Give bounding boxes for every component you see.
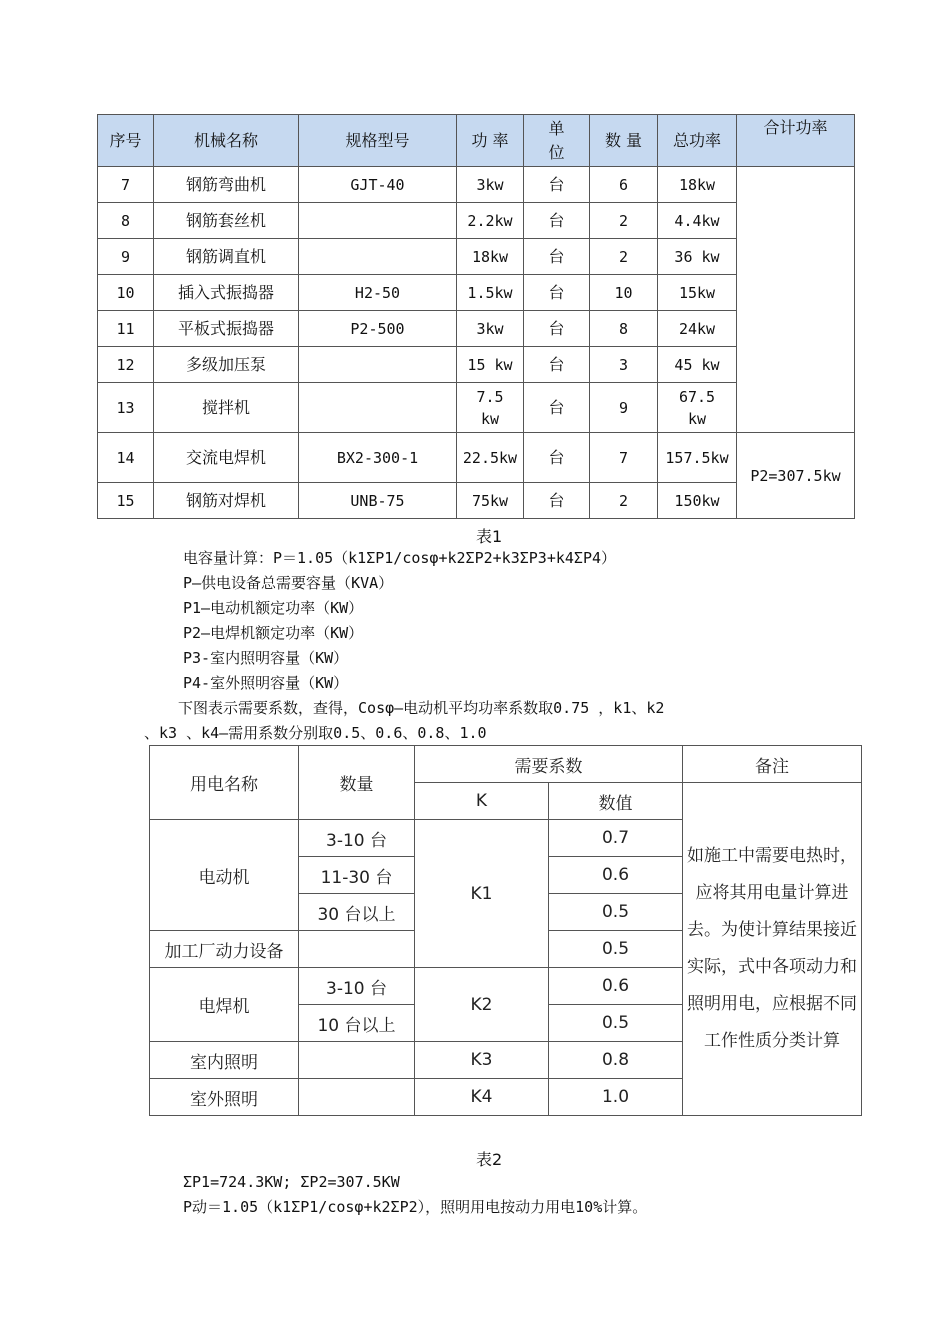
table-row <box>98 433 855 483</box>
cell-qty: 2 <box>590 239 658 275</box>
cell-value: 0.6 <box>549 857 683 894</box>
cell-power: 75kw <box>457 483 524 519</box>
cell-no: 11 <box>98 311 154 347</box>
cell-model <box>299 383 457 433</box>
cell-factory: 加工厂动力设备 <box>150 931 299 968</box>
cell-total: 150kw <box>658 483 737 519</box>
pdyn-line: P动＝1.05（k1ΣP1/cosφ+k2ΣP2），照明用电按动力用电10%计算。 <box>183 1198 648 1216</box>
cell-qty: 10 台以上 <box>299 1005 415 1042</box>
def-p2: P2—电焊机额定功率（KW） <box>183 624 364 642</box>
header-name: 机械名称 <box>154 115 299 167</box>
header-k: K <box>415 783 549 820</box>
cell-name: 平板式振捣器 <box>154 311 299 347</box>
header-value: 数值 <box>549 783 683 820</box>
cell-name: 钢筋调直机 <box>154 239 299 275</box>
cell-no: 13 <box>98 383 154 433</box>
cell-motor: 电动机 <box>150 820 299 931</box>
cell-total: 45 kw <box>658 347 737 383</box>
header-model: 规格型号 <box>299 115 457 167</box>
cell-qty-empty <box>299 931 415 968</box>
cell-unit: 台 <box>524 275 590 311</box>
cell-qty: 11-30 台 <box>299 857 415 894</box>
cell-unit: 台 <box>524 239 590 275</box>
cell-model: H2-50 <box>299 275 457 311</box>
cell-qty: 3 <box>590 347 658 383</box>
def-p4: P4-室外照明容量（KW） <box>183 674 349 692</box>
header-usage-name: 用电名称 <box>150 746 299 820</box>
cell-value: 0.6 <box>549 968 683 1005</box>
cell-unit: 台 <box>524 311 590 347</box>
cell-power: 18kw <box>457 239 524 275</box>
cell-qty: 3-10 台 <box>299 820 415 857</box>
cell-total: 157.5kw <box>658 433 737 483</box>
cell-total: 18kw <box>658 167 737 203</box>
cell-total: 24kw <box>658 311 737 347</box>
cell-qty: 6 <box>590 167 658 203</box>
cell-k2: K2 <box>415 968 549 1042</box>
header-power: 功 率 <box>457 115 524 167</box>
cell-name: 钢筋对焊机 <box>154 483 299 519</box>
equipment-table <box>97 114 855 519</box>
cell-model: P2-500 <box>299 311 457 347</box>
cell-power: 1.5kw <box>457 275 524 311</box>
header-coefficient: 需要系数 <box>415 746 683 783</box>
cell-model <box>299 347 457 383</box>
cell-k1: K1 <box>415 820 549 968</box>
cell-name: 钢筋套丝机 <box>154 203 299 239</box>
header-total: 总功率 <box>658 115 737 167</box>
cell-value: 0.5 <box>549 894 683 931</box>
formula-line: 电容量计算：P＝1.05（k1ΣP1/cosφ+k2ΣP2+k3ΣP3+k4ΣP4） <box>183 549 617 567</box>
cell-outdoor: 室外照明 <box>150 1079 299 1116</box>
def-p3: P3-室内照明容量（KW） <box>183 649 349 667</box>
cell-qty: 2 <box>590 483 658 519</box>
cell-unit: 台 <box>524 203 590 239</box>
cell-sum-empty <box>737 167 855 433</box>
cell-no: 15 <box>98 483 154 519</box>
cell-model: UNB-75 <box>299 483 457 519</box>
cell-value: 0.7 <box>549 820 683 857</box>
cell-k4: K4 <box>415 1079 549 1116</box>
desc-line-2: 、k3 、k4—需用系数分别取0.5、0.6、0.8、1.0 <box>144 724 487 742</box>
cell-power: 7.5 kw <box>457 383 524 433</box>
cell-value: 0.8 <box>549 1042 683 1079</box>
cell-unit: 台 <box>524 383 590 433</box>
def-p1: P1—电动机额定功率（KW） <box>183 599 364 617</box>
cell-power: 22.5kw <box>457 433 524 483</box>
cell-qty: 2 <box>590 203 658 239</box>
cell-value: 1.0 <box>549 1079 683 1116</box>
cell-unit: 台 <box>524 347 590 383</box>
note-cell: 如施工中需要电热时，应将其用电量计算进去。为使计算结果接近实际，式中各项动力和照明用电，应根据不同工作性质分类计算 <box>683 783 862 1116</box>
cell-qty: 9 <box>590 383 658 433</box>
cell-qty: 8 <box>590 311 658 347</box>
cell-name: 搅拌机 <box>154 383 299 433</box>
cell-model <box>299 239 457 275</box>
cell-total: 67.5 kw <box>658 383 737 433</box>
cell-unit: 台 <box>524 483 590 519</box>
cell-value: 0.5 <box>549 1005 683 1042</box>
cell-power: 15 kw <box>457 347 524 383</box>
cell-k3: K3 <box>415 1042 549 1079</box>
cell-name: 钢筋弯曲机 <box>154 167 299 203</box>
cell-model: BX2-300-1 <box>299 433 457 483</box>
cell-qty: 7 <box>590 433 658 483</box>
cell-qty: 3-10 台 <box>299 968 415 1005</box>
cell-no: 8 <box>98 203 154 239</box>
coefficient-table <box>149 745 862 1116</box>
table-row <box>98 167 855 203</box>
sum-line: ΣP1=724.3KW; ΣP2=307.5KW <box>183 1173 400 1191</box>
header-unit: 单位 <box>524 115 590 167</box>
cell-name: 多级加压泵 <box>154 347 299 383</box>
header-quantity: 数量 <box>299 746 415 820</box>
cell-total: 4.4kw <box>658 203 737 239</box>
cell-unit: 台 <box>524 167 590 203</box>
cell-qty-empty <box>299 1079 415 1116</box>
cell-total: 15kw <box>658 275 737 311</box>
header-sum: 合计功率 <box>737 115 855 167</box>
cell-model <box>299 203 457 239</box>
cell-welder: 电焊机 <box>150 968 299 1042</box>
cell-name: 交流电焊机 <box>154 433 299 483</box>
cell-sum-p2: P2=307.5kw <box>737 433 855 519</box>
cell-qty: 10 <box>590 275 658 311</box>
cell-no: 14 <box>98 433 154 483</box>
table-row <box>150 746 862 783</box>
cell-total: 36 kw <box>658 239 737 275</box>
cell-no: 10 <box>98 275 154 311</box>
cell-power: 3kw <box>457 311 524 347</box>
header-no: 序号 <box>98 115 154 167</box>
cell-indoor: 室内照明 <box>150 1042 299 1079</box>
cell-no: 7 <box>98 167 154 203</box>
cell-power: 3kw <box>457 167 524 203</box>
cell-power: 2.2kw <box>457 203 524 239</box>
cell-model: GJT-40 <box>299 167 457 203</box>
cell-no: 12 <box>98 347 154 383</box>
cell-qty-empty <box>299 1042 415 1079</box>
desc-line-1: 下图表示需要系数，查得，Cosφ—电动机平均功率系数取0.75 ，k1、k2 <box>178 699 665 717</box>
def-p: P—供电设备总需要容量（KVA） <box>183 574 394 592</box>
cell-qty: 30 台以上 <box>299 894 415 931</box>
cell-no: 9 <box>98 239 154 275</box>
table-header-row <box>98 115 855 167</box>
header-note: 备注 <box>683 746 862 783</box>
cell-value: 0.5 <box>549 931 683 968</box>
cell-name: 插入式振捣器 <box>154 275 299 311</box>
cell-unit: 台 <box>524 433 590 483</box>
header-qty: 数 量 <box>590 115 658 167</box>
table2-caption: 表2 <box>476 1150 503 1169</box>
table1-caption: 表1 <box>476 527 503 546</box>
